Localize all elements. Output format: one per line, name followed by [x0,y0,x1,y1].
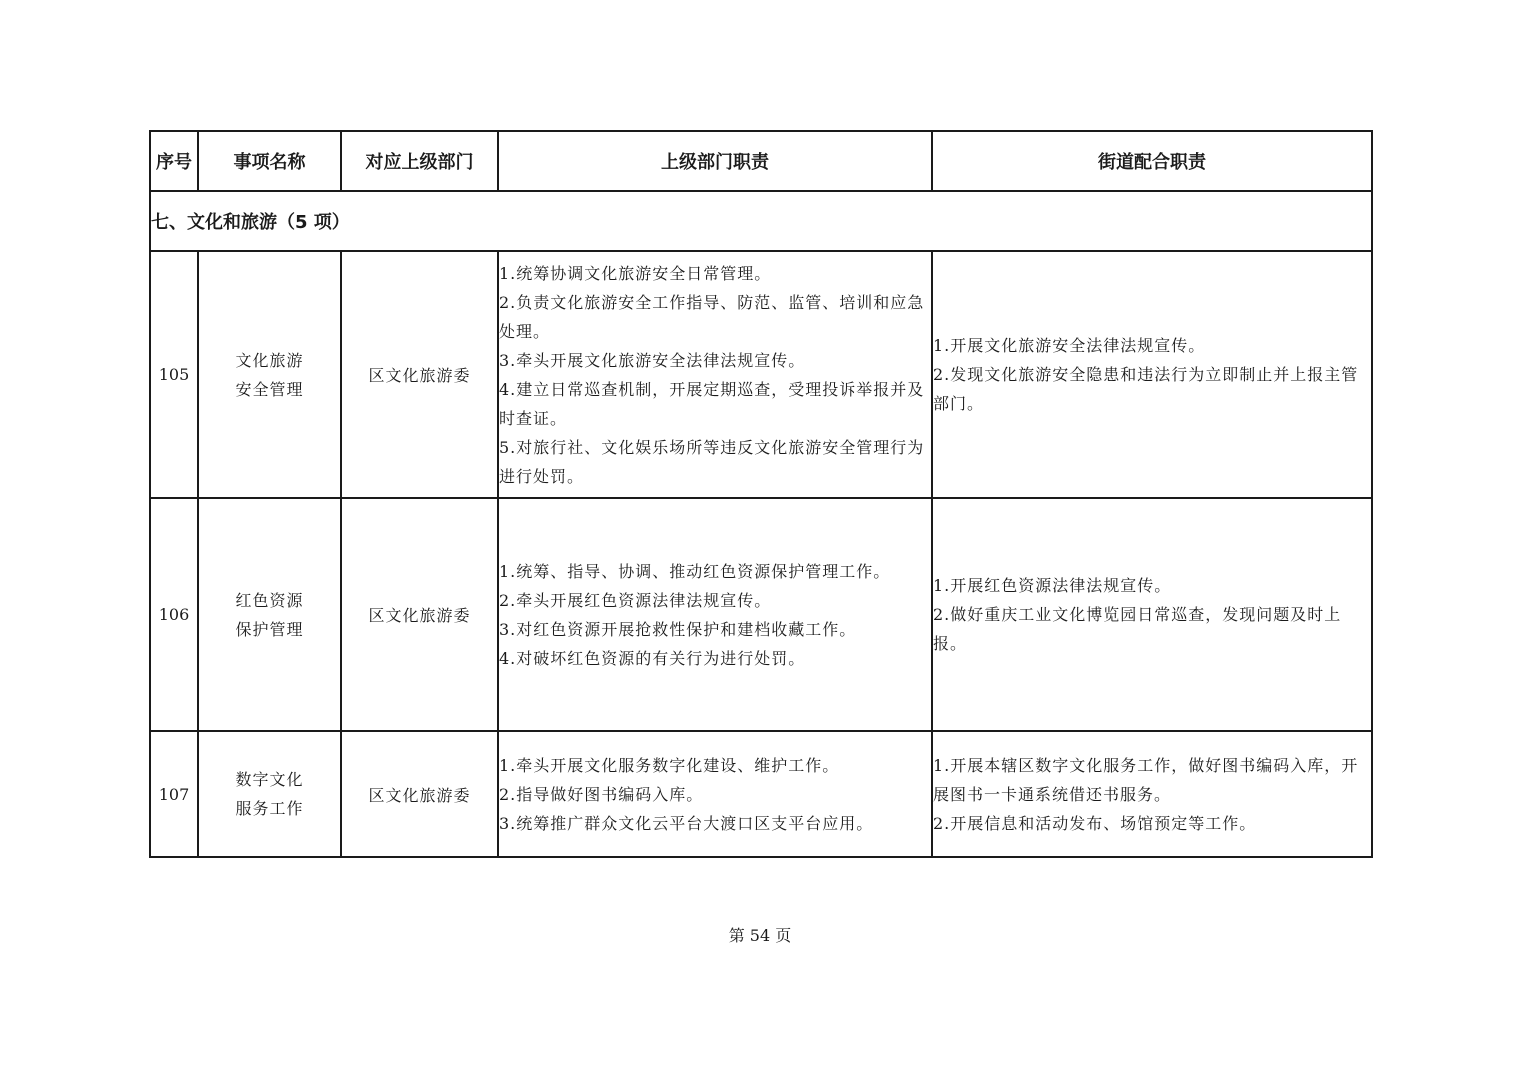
duty-item: 3.对红色资源开展抢救性保护和建档收藏工作。 [499,619,857,639]
item-name-line: 数字文化 [235,770,304,789]
table-row [150,251,1372,498]
row-number: 105 [150,251,198,498]
item-name-line: 服务工作 [235,799,304,818]
duty-item: 4.对破坏红色资源的有关行为进行处罚。 [499,648,806,668]
header-name: 事项名称 [198,131,341,191]
duty-item: 2.指导做好图书编码入库。 [499,784,704,804]
section-title: 七、文化和旅游（5 项） [150,191,1372,251]
item-name-line: 保护管理 [235,619,304,639]
upper-duty [498,498,932,731]
header-no: 序号 [150,131,198,191]
item-name [198,731,341,857]
upper-duty [498,251,932,498]
item-name-line: 红色资源 [235,590,304,610]
department: 区文化旅游委 [341,498,498,731]
assist-item: 1.开展文化旅游安全法律法规宣传。 [933,336,1206,355]
upper-duty [498,731,932,857]
header-assist: 街道配合职责 [932,131,1372,191]
header-duty: 上级部门职责 [498,131,932,191]
assist-item: 2.开展信息和活动发布、场馆预定等工作。 [933,813,1257,833]
section-row [150,191,1372,251]
page-number: 第 54 页 [728,926,792,945]
duty-item: 3.统筹推广群众文化云平台大渡口区支平台应用。 [499,813,874,833]
item-name-line: 安全管理 [235,379,304,399]
header-dept: 对应上级部门 [341,131,498,191]
item-name [198,251,341,498]
assist-item: 1.开展本辖区数字文化服务工作，做好图书编码入库，开展图书一卡通系统借还书服务。 [933,755,1359,804]
duty-item: 5.对旅行社、文化娱乐场所等违反文化旅游安全管理行为进行处罚。 [499,437,925,486]
row-number: 107 [150,731,198,857]
duty-item: 2.负责文化旅游安全工作指导、防范、监管、培训和应急处理。 [499,292,925,341]
duties-table [149,130,1373,858]
assist-item: 2.发现文化旅游安全隐患和违法行为立即制止并上报主管部门。 [933,365,1359,413]
assist-item: 2.做好重庆工业文化博览园日常巡查，发现问题及时上报。 [933,605,1342,653]
street-assist-duty [932,251,1372,498]
table-row [150,498,1372,731]
duty-item: 1.统筹、指导、协调、推动红色资源保护管理工作。 [499,561,891,581]
department: 区文化旅游委 [341,251,498,498]
table-row [150,731,1372,857]
duty-item: 2.牵头开展红色资源法律法规宣传。 [499,590,772,610]
table-header-row [150,131,1372,191]
street-assist-duty [932,731,1372,857]
duty-item: 3.牵头开展文化旅游安全法律法规宣传。 [499,350,806,370]
item-name [198,498,341,731]
duty-item: 4.建立日常巡查机制，开展定期巡查，受理投诉举报并及时查证。 [499,379,925,428]
department: 区文化旅游委 [341,731,498,857]
row-number: 106 [150,498,198,731]
duty-item: 1.牵头开展文化服务数字化建设、维护工作。 [499,755,840,775]
duty-item: 1.统筹协调文化旅游安全日常管理。 [499,263,772,283]
assist-item: 1.开展红色资源法律法规宣传。 [933,576,1172,595]
item-name-line: 文化旅游 [235,350,304,370]
street-assist-duty [932,498,1372,731]
